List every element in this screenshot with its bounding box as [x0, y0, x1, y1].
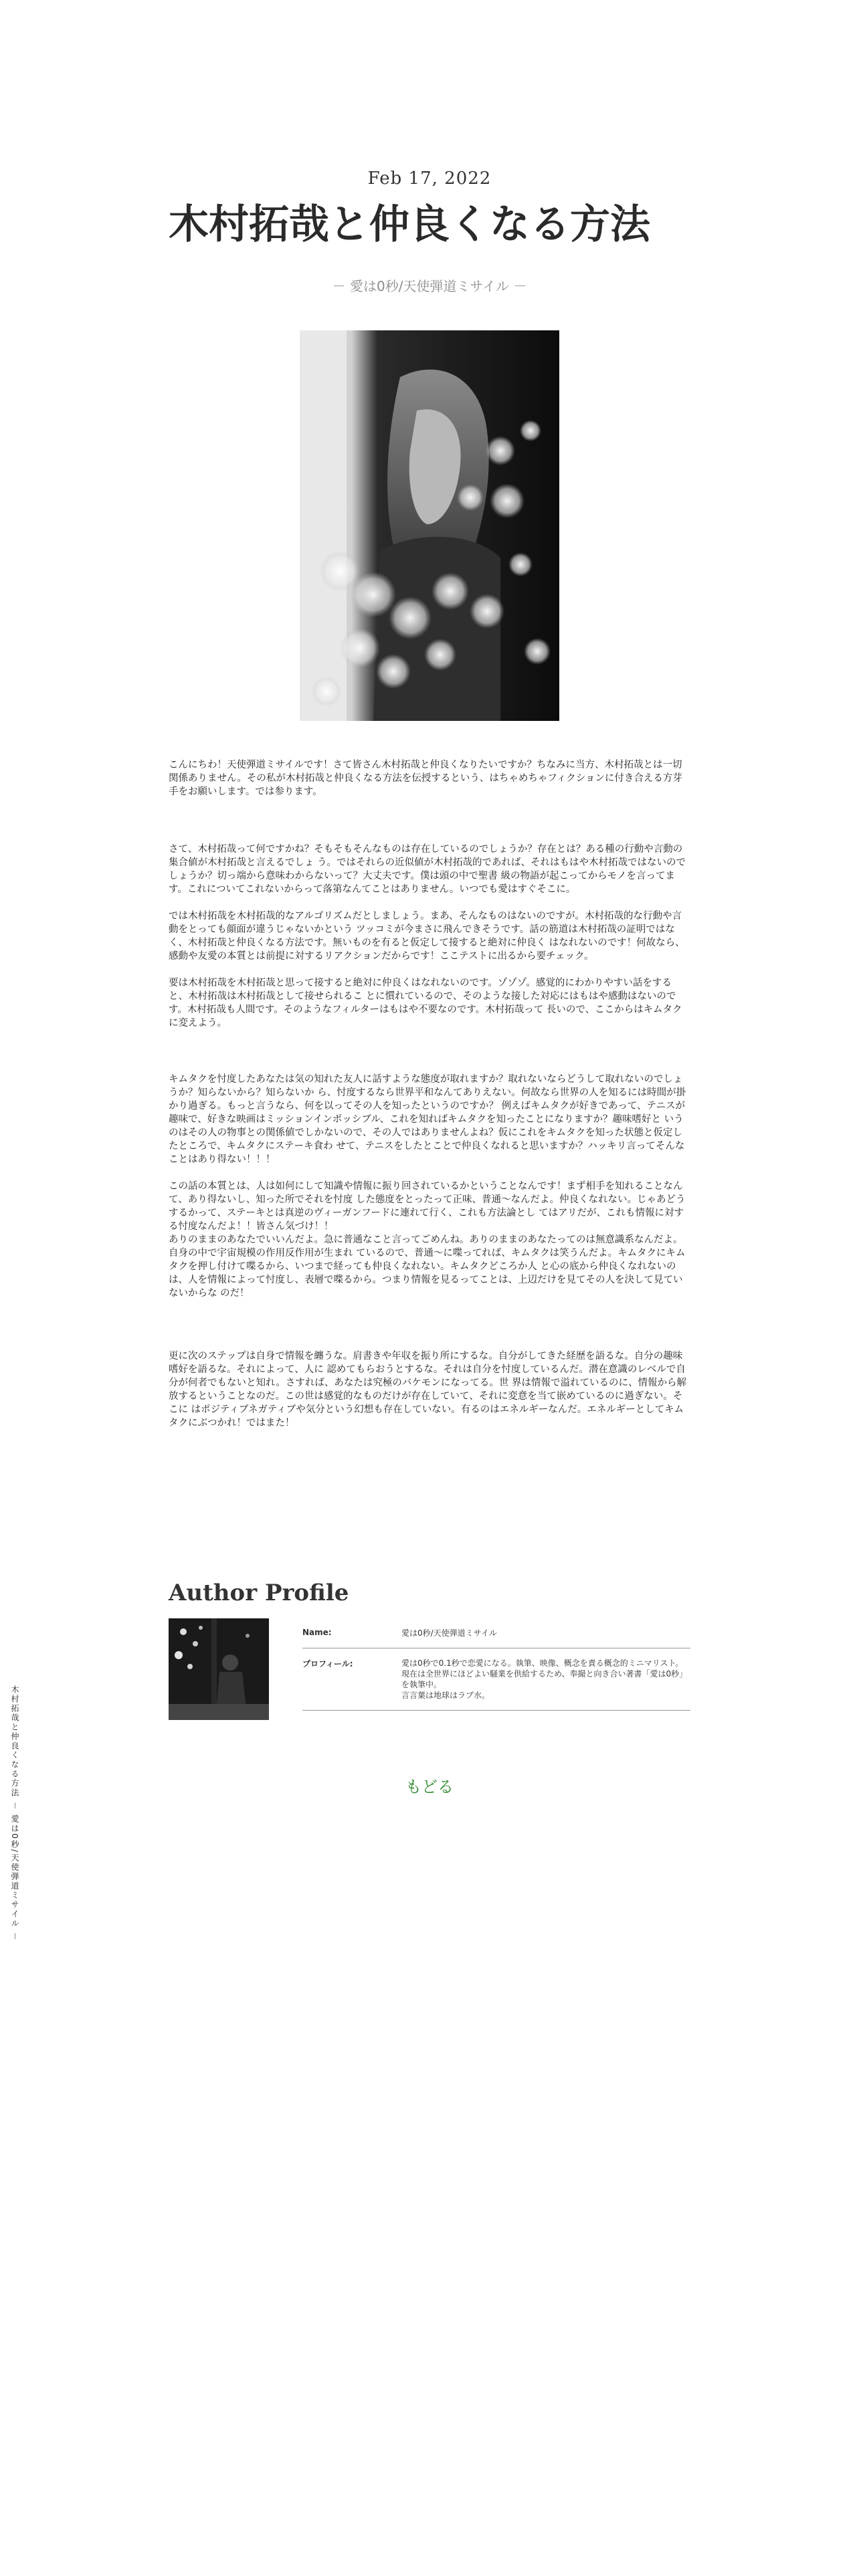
profile-bio-line: 現在は全世界にほどよい騒業を供給するため、奉撮と向き合い著書「愛は0秒」を執筆中。 [401, 1669, 688, 1689]
author-profile-heading: Author Profile [169, 1580, 349, 1606]
post-date: Feb 17, 2022 [367, 169, 492, 189]
article-section-3 [169, 1073, 690, 1313]
article-paragraph: では木村拓哉を木村拓哉的なアルゴリズムだとしましょう。まあ、そんなものはないのですが。木村拓哉的な行動や言動をとっても顔面が違うじゃないかという ツッコミが今まさに飛んできそうです。話の筋道は木村拓哉の証明ではなく、木村拓哉と仲良くなる方法です。無いものを有ると仮定して接すると絶対に仲良く はなれないのです！何故なら、感動や友愛の本質とは前提に対するリアクションだからです！ここテストに出るから要チェック。 [169, 911, 685, 962]
article-section-4 [169, 1350, 690, 1443]
profile-name-row [302, 1618, 690, 1648]
profile-name-value: 愛は0秒/天使弾道ミサイル [401, 1628, 497, 1638]
article-section-1 [169, 758, 690, 812]
back-link[interactable]: もどる [405, 1778, 454, 1796]
profile-bio-row [302, 1648, 690, 1711]
page-title: 木村拓哉と仲良くなる方法 [169, 201, 650, 248]
article-paragraph: こんにちわ！天使弾道ミサイルです！さて皆さん木村拓哉と仲良くなりたいですか？ちなみに当方、木村拓哉とは一切関係ありません。その私が木村拓哉と仲良くなる方法を伝授するという、はちゃめちゃフィクションに付き合える方芽手をお願いします。では参ります。 [169, 760, 682, 797]
profile-bio-value [401, 1658, 690, 1701]
article-paragraph: さて、木村拓哉って何ですかね？そもそもそんなものは存在しているのでしょうか？存在とは？ある種の行動や言動の集合値が木村拓哉と言えるでしょ う。ではそれらの近似値が木村拓哉的であれば、それはもはや木村拓哉ではないのでしょうか？切っ端から意味わからないって？大丈夫です。僕は頭の中で聖書 級の物語が起こってからモノを言ってます。これについてこれないからって落第なんてことはありません。いつでも愛はすぐそこに。 [169, 844, 686, 895]
article-paragraph: 要は木村拓哉を木村拓哉と思って接すると絶対に仲良くはなれないのです。ゾゾゾ。感覚的にわかりやすい話をすると、木村拓哉は木村拓哉として接せられるこ とに慣れているので、そのような接した対応にはもはや感動はないのです。木村拓哉も人間です。そのようなフィルターはもはや不要なのです。木村拓哉って 長いので、ここからはキムタクに変えよう。 [169, 978, 682, 1029]
hero-photo [300, 330, 559, 721]
post-author-line[interactable]: － 愛は0秒/天使弾道ミサイル － [332, 278, 527, 294]
author-profile-table [302, 1618, 690, 1711]
vertical-post-title: 木村拓哉と仲良くなる方法 － 愛は0秒/天使弾道ミサイル － [10, 1685, 19, 1942]
article-section-2 [169, 843, 690, 1043]
profile-bio-line: 言言葉は地球はラブ水。 [401, 1691, 490, 1700]
article-paragraph: キムタクを忖度したあなたは気の知れた友人に話すような態度が取れますか？取れないならどうして取れないのでしょうか？知らないから？知らないか ら、忖度するなら世界平和なんてありえない。何故なら世界の人を知るには時間が掛かり過ぎる。もっと言うなら、何を以ってその人を知ったというのですか？ 例えばキムタクが好きであって、テニスが趣味で、好きな映画はミッションインポッシブル、これを知ればキムタクを知ったことになりますか？趣味嗜好と いうのはその人の物事との関係値でしかないので、その人ではありませんよね？仮にこれをキムタクを知った状態と仮定したところで、キムタクにステーキ食わ せて、テニスをしたとことで仲良くなれると思いますか？ハッキリ言ってそんなことはあり得ない！！！ [169, 1074, 686, 1165]
hero-photo-artwork [300, 330, 559, 721]
article-paragraph: この話の本質とは、人は如何にして知識や情報に振り回されているかということなんです！まず相手を知れることなんて、あり得ないし、知った所でそれを忖度 した態度をとったって正味、普通〜なんだよ。仲良くなれない。じゃあどうするかって、ステーキとは真逆のヴィーガンフードに連れて行く、これも方法論とし てはアリだが、これも情報に対する忖度なんだよ！！皆さん気づけ！！ ありのままのあなたでいいんだよ。急に普通なこと言ってごめんね。ありのままのあなたってのは無意識系なんだよ。自身の中で宇宙規模の作用反作用が生まれ ているので、普通〜に喋ってれば、キムタクは笑うんだよ。キムタクにキムタクを押し付けて喋るから、いつまで経っても仲良くなれない。キムタクどころか人 と心の底から仲良くなれないのは、人を情報によって忖度し、表層で喋るから。つまり情報を見るってことは、上辺だけを見てその人を決して見ていないからな のだ！ [169, 1181, 686, 1299]
profile-bio-line: 愛は0秒で0.1秒で恋愛になる。執筆、映像、概念を責る概念的ミニマリスト。 [401, 1658, 684, 1668]
author-avatar-artwork [169, 1618, 269, 1720]
profile-bio-label: プロフィール: [302, 1659, 353, 1669]
author-avatar [169, 1618, 269, 1720]
profile-name-label: Name: [302, 1628, 332, 1637]
article-paragraph: 更に次のステップは自身で情報を纏うな。肩書きや年収を振り所にするな。自分がしてきた経歴を語るな。自分の趣味嗜好を語るな。それによって、人に 認めてもらおうとするな。それは自分を忖度しているんだ。潜在意識のレベルで自分が何者でもないと知れ。さすれば、あなたは究極のバケモンになってる。世 界は情報で溢れているのに、情報から解放するということなのだ。この世は感覚的なものだけが存在していて、それに変意を当て嵌めているのに過ぎない。そこに はポジティブネガティブや気分という幻想も存在していない。有るのはエネルギーなんだ。エネルギーとしてキムタクにぶつかれ！ではまた！ [169, 1351, 686, 1428]
